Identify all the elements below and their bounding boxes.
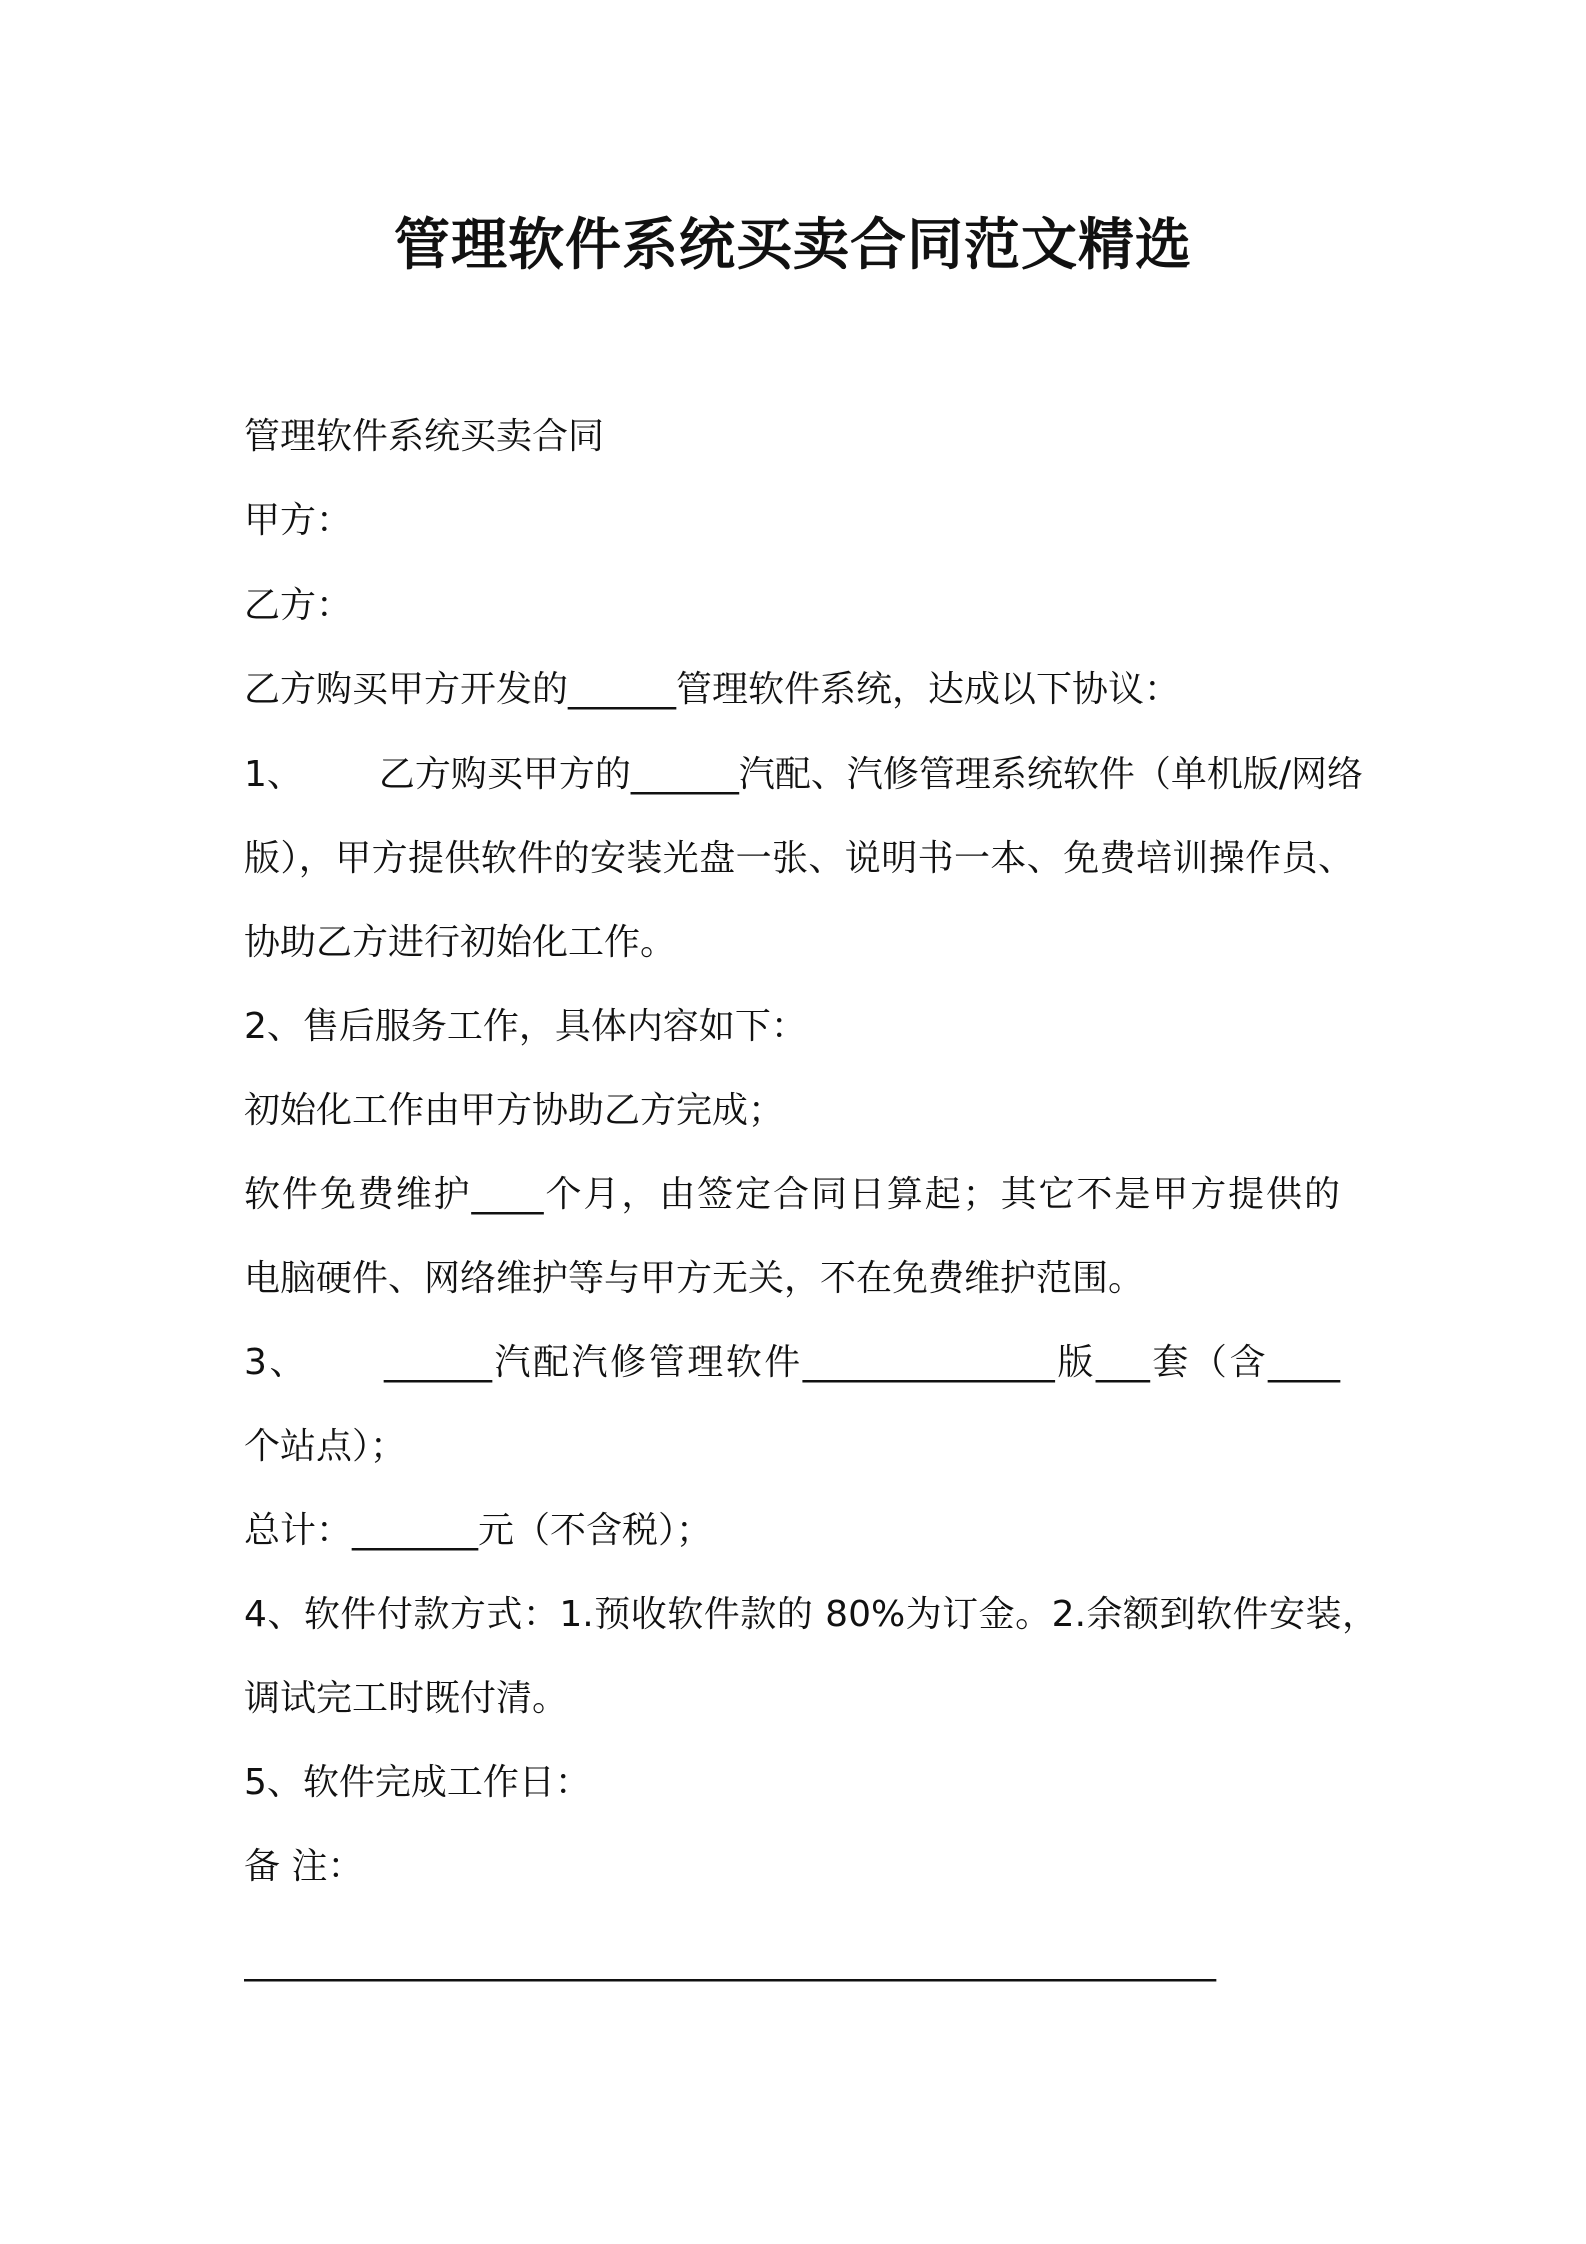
contract-heading: 管理软件系统买卖合同 xyxy=(244,416,605,457)
party-b-label: 乙方： xyxy=(244,585,353,626)
clause-2-item-2-line-2: 电脑硬件、网络维护等与甲方无关，不在免费维护范围。 xyxy=(244,1258,1145,1299)
remarks-blank-line: ______________________________________________________ xyxy=(244,1941,1216,1982)
document-title: 管理软件系统买卖合同范文精选 xyxy=(394,213,1192,278)
clause-2-item-2-line-1: 软件免费维护____个月，由签定合同日算起；其它不是甲方提供的 xyxy=(244,1174,1340,1215)
party-a-label: 甲方： xyxy=(244,500,353,541)
clause-1-line-2: 版），甲方提供软件的安装光盘一张、说明书一本、免费培训操作员、 xyxy=(244,838,1354,879)
clause-1-text: 乙方购买甲方的______汽配、汽修管理系统软件（单机版/网络 xyxy=(378,754,1364,795)
clause-3-line-2: 个站点）； xyxy=(244,1426,407,1467)
clause-2-item-1: 初始化工作由甲方协助乙方完成； xyxy=(244,1090,785,1131)
clause-3-line-1 xyxy=(244,1337,1340,1389)
remarks-label: 备 注： xyxy=(244,1846,364,1887)
clause-4-line-1: 4、软件付款方式：1.预收软件款的 80%为订金。2.余额到软件安装， xyxy=(244,1594,1378,1635)
clause-5-line: 5、软件完成工作日： xyxy=(244,1762,591,1803)
clause-1-number: 1、 xyxy=(244,754,303,795)
clause-4-line-2: 调试完工时既付清。 xyxy=(244,1678,569,1719)
clause-2-heading: 2、售后服务工作，具体内容如下： xyxy=(244,1006,807,1047)
clause-3-number: 3、 xyxy=(244,1342,308,1383)
intro-paragraph: 乙方购买甲方开发的______管理软件系统，达成以下协议： xyxy=(244,669,1181,710)
clause-1-line-1 xyxy=(244,749,1364,801)
clause-1-line-3: 协助乙方进行初始化工作。 xyxy=(244,922,677,963)
total-line: 总计：_______元（不含税）； xyxy=(244,1510,713,1551)
clause-3-text: ______汽配汽修管理软件______________版___套（含____ xyxy=(383,1342,1340,1383)
